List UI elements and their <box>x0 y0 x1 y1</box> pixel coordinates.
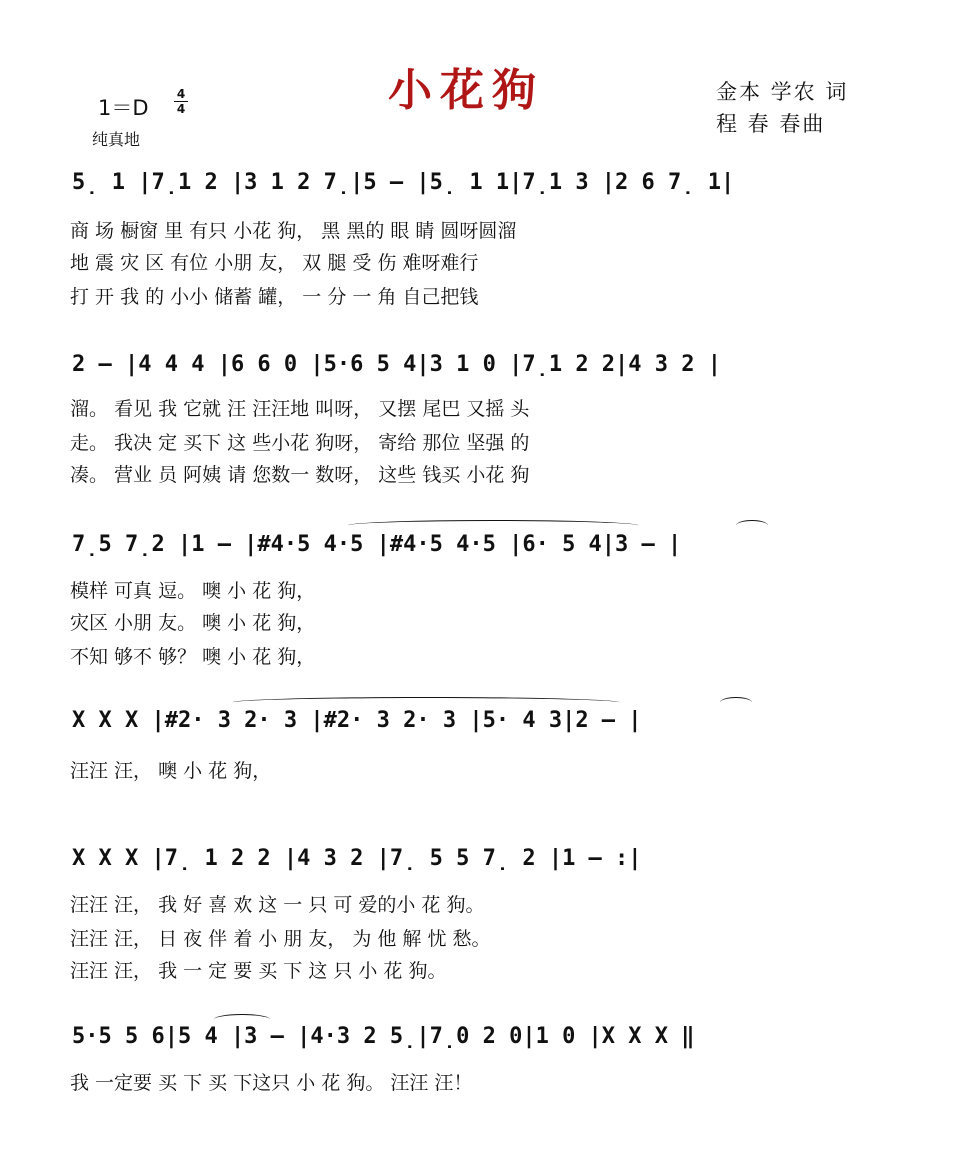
notation-row-5: X X X |7̣ 1 2 2 |4 3 2 |7̣ 5 5 7̣ 2 |1 — :| <box>72 846 642 871</box>
slur-mark <box>736 520 768 531</box>
notation-row-4: X X X |#2· 3 2· 3 |#2· 3 2· 3 |5· 4 3|2 — | <box>72 708 642 733</box>
lyric-line-6-1: 我 一定要 买 下 买 下这只 小 花 狗。 汪汪 汪！ <box>70 1072 473 1094</box>
expression-mark: 纯真地 <box>92 130 141 149</box>
lyric-line-1-2: 地 震 灾 区 有位 小朋 友， 双 腿 受 伤 难呀难行 <box>70 252 479 274</box>
lyric-line-3-1: 模样 可真 逗。 噢 小 花 狗， <box>70 580 316 602</box>
lyric-line-1-3: 打 开 我 的 小小 储蓄 罐， 一 分 一 角 自己把钱 <box>70 286 479 308</box>
slur-mark <box>348 520 638 531</box>
lyric-line-5-1: 汪汪 汪， 我 好 喜 欢 这 一 只 可 爱的小 花 狗。 <box>70 894 485 916</box>
lyric-line-5-2: 汪汪 汪， 日 夜 伴 着 小 朋 友， 为 他 解 忧 愁。 <box>70 928 491 950</box>
time-signature <box>174 88 188 115</box>
meter-bottom: 4 <box>176 102 186 116</box>
lyric-line-2-3: 凑。 营业 员 阿姨 请 您数一 数呀， 这些 钱买 小花 狗 <box>70 464 530 486</box>
notation-row-6: 5·5 5 6|5 4 |3 — |4·3 2 5̣|7̣0 2 0|1 0 |X X X ‖ <box>72 1024 695 1049</box>
lyric-line-1-1: 商 场 橱窗 里 有只 小花 狗， 黑 黑的 眼 睛 圆呀圆溜 <box>70 220 517 242</box>
lyric-line-4-1: 汪汪 汪， 噢 小 花 狗， <box>70 760 272 782</box>
lyric-line-5-3: 汪汪 汪， 我 一 定 要 买 下 这 只 小 花 狗。 <box>70 960 447 982</box>
lyric-line-3-3: 不知 够不 够？ 噢 小 花 狗， <box>70 646 316 668</box>
meter-top: 4 <box>176 87 186 101</box>
composer-credit: 程 春 春曲 <box>716 112 826 136</box>
slur-mark <box>720 697 752 708</box>
slur-mark <box>232 697 620 708</box>
lyric-line-2-2: 走。 我决 定 买下 这 些小花 狗呀， 寄给 那位 坚强 的 <box>70 432 530 454</box>
lyric-line-2-1: 溜。 看见 我 它就 汪 汪汪地 叫呀， 又摆 尾巴 又摇 头 <box>70 398 530 420</box>
lyric-line-3-2: 灾区 小朋 友。 噢 小 花 狗， <box>70 612 316 634</box>
notation-row-3: 7̣5 7̣2 |1 — |#4·5 4·5 |#4·5 4·5 |6· 5 4|3 — | <box>72 532 682 557</box>
key-signature: 1＝D <box>98 96 149 120</box>
notation-row-2: 2 — |4 4 4 |6 6 0 |5·6 5 4|3 1 0 |7̣1 2 2|4 3 2 | <box>72 352 722 377</box>
notation-row-1: 5̣ 1 |7̣1 2 |3 1 2 7̣|5 — |5̣ 1 1|7̣1 3 |2 6 7̣ 1| <box>72 170 735 195</box>
song-title: 小花狗 <box>388 65 544 116</box>
lyricist-credit: 金本 学农 词 <box>716 80 849 104</box>
